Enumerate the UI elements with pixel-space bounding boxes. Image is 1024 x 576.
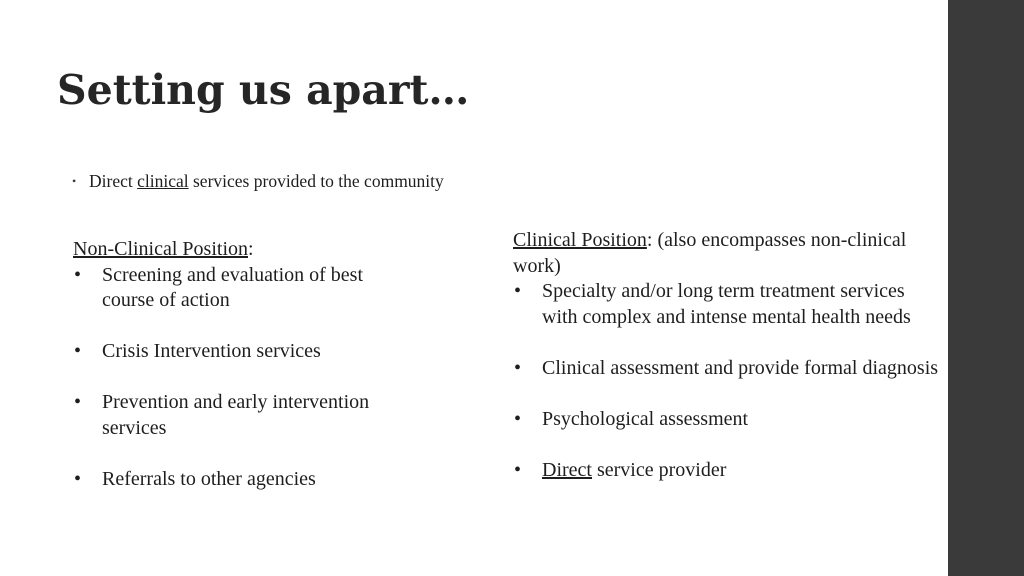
bullet-marker: • xyxy=(74,340,82,362)
list-item xyxy=(513,458,943,484)
list-item-text: service provider xyxy=(591,458,727,481)
bullet-marker: • xyxy=(514,280,522,302)
list-item xyxy=(513,356,943,382)
slide-side-bar xyxy=(948,0,1024,576)
bullet-marker: • xyxy=(72,174,77,188)
bullet-marker: • xyxy=(74,467,82,490)
non-clinical-list xyxy=(73,263,413,493)
intro-underlined-word: clinical xyxy=(137,171,189,191)
list-item-text: Clinical assessment and provide formal diagnosis xyxy=(542,356,939,379)
list-item-text: Screening and evaluation of best course of action xyxy=(102,263,364,311)
list-item-text: Psychological assessment xyxy=(542,407,749,430)
list-item-text: Referrals to other agencies xyxy=(102,467,316,490)
clinical-column xyxy=(513,228,943,483)
heading-underlined: Non-Clinical Position xyxy=(73,238,248,260)
intro-prefix: Direct xyxy=(89,171,138,191)
bullet-marker: • xyxy=(74,391,82,413)
slide-title: Setting us apart… xyxy=(57,66,470,114)
list-item xyxy=(513,279,943,330)
intro-bullet xyxy=(72,170,444,192)
bullet-marker: • xyxy=(514,356,522,379)
list-item xyxy=(73,339,413,365)
list-item-text: Specialty and/or long term treatment services with complex and intense mental health needs xyxy=(542,280,911,328)
intro-suffix: services provided to the community xyxy=(188,171,444,191)
list-item xyxy=(73,263,413,314)
clinical-heading xyxy=(513,228,943,279)
heading-underlined: Clinical Position xyxy=(513,229,647,251)
non-clinical-heading xyxy=(73,237,413,263)
list-item-text: Crisis Intervention services xyxy=(102,340,321,362)
clinical-list xyxy=(513,279,943,483)
list-item xyxy=(73,467,413,493)
heading-rest: : xyxy=(248,238,254,260)
list-item xyxy=(513,407,943,433)
list-item xyxy=(73,390,413,441)
bullet-marker: • xyxy=(74,263,82,286)
heading-rest: : (also encompasses non-clinical work) xyxy=(513,229,907,277)
non-clinical-column xyxy=(73,237,413,492)
list-item-text: Prevention and early intervention services xyxy=(102,391,370,439)
bullet-marker: • xyxy=(514,458,522,481)
list-item-underlined: Direct xyxy=(542,458,592,481)
bullet-marker: • xyxy=(514,407,522,430)
